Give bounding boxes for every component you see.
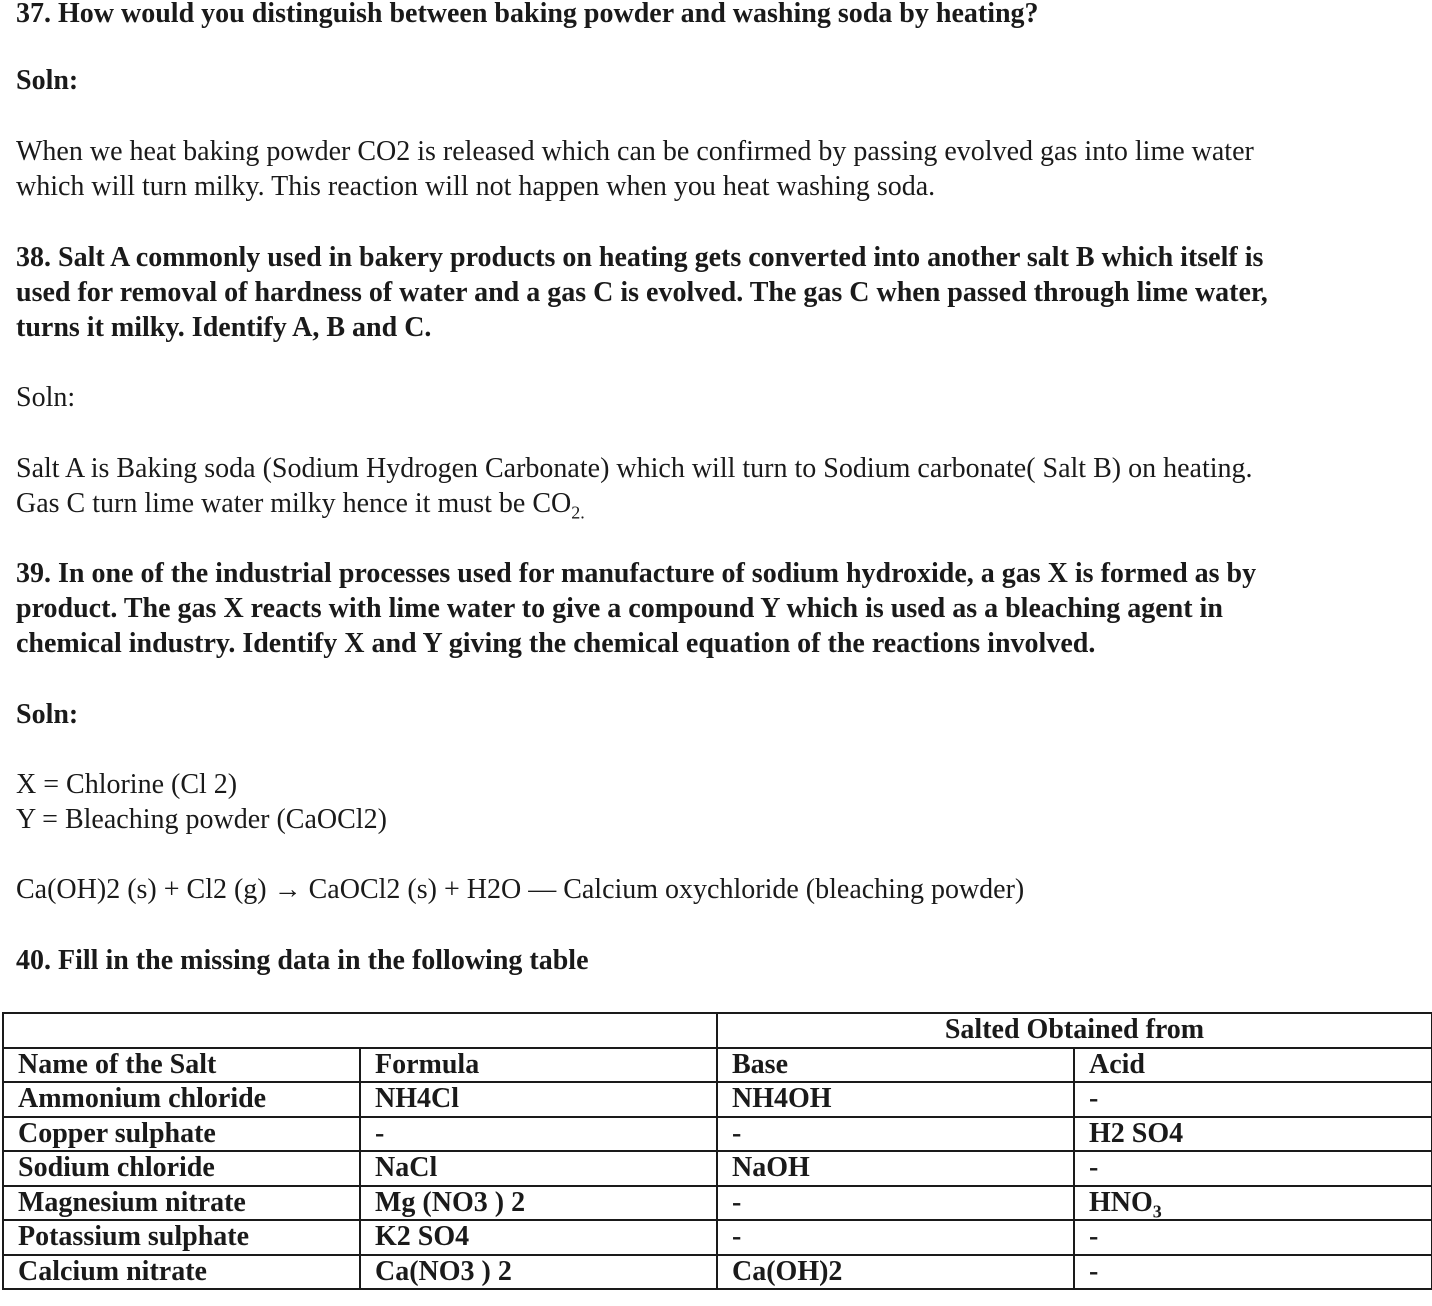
question-38-line-1: 38. Salt A commonly used in bakery products on heating gets converted into another salt B which itself is bbox=[16, 242, 1264, 273]
cell-formula: - bbox=[360, 1117, 717, 1152]
cell-formula: Ca(NO3 ) 2 bbox=[360, 1255, 717, 1290]
cell-name: Sodium chloride bbox=[3, 1151, 360, 1186]
cell-base: - bbox=[717, 1220, 1074, 1255]
cell-formula: K2 SO4 bbox=[360, 1220, 717, 1255]
question-39-line-3: chemical industry. Identify X and Y giving the chemical equation of the reactions involved. bbox=[16, 628, 1096, 659]
cell-formula: NaCl bbox=[360, 1151, 717, 1186]
question-38-line-3: turns it milky. Identify A, B and C. bbox=[16, 312, 432, 343]
question-39-line-1: 39. In one of the industrial processes used for manufacture of sodium hydroxide, a gas X is formed as by bbox=[16, 558, 1257, 589]
co2-subscript: 2. bbox=[571, 502, 585, 523]
cell-base: Ca(OH)2 bbox=[717, 1255, 1074, 1290]
cell-acid bbox=[1074, 1186, 1432, 1221]
cell-name: Ammonium chloride bbox=[3, 1082, 360, 1117]
soln-label-38: Soln: bbox=[16, 382, 76, 413]
answer-39-y: Y = Bleaching powder (CaOCl2) bbox=[16, 804, 387, 835]
cell-acid: - bbox=[1074, 1220, 1432, 1255]
cell-acid: - bbox=[1074, 1255, 1432, 1290]
header-name: Name of the Salt bbox=[3, 1048, 360, 1083]
soln-label-39: Soln: bbox=[16, 699, 79, 730]
cell-acid: H2 SO4 bbox=[1074, 1117, 1432, 1152]
table-row bbox=[3, 1117, 1432, 1152]
cell-acid: - bbox=[1074, 1151, 1432, 1186]
question-37: 37. How would you distinguish between baking powder and washing soda by heating? bbox=[16, 0, 1039, 29]
answer-38-line-2 bbox=[16, 486, 585, 521]
header-formula: Formula bbox=[360, 1048, 717, 1083]
table-row bbox=[3, 1255, 1432, 1290]
cell-base: - bbox=[717, 1117, 1074, 1152]
answer-39-x: X = Chlorine (Cl 2) bbox=[16, 769, 238, 800]
question-38-line-2: used for removal of hardness of water and a gas C is evolved. The gas C when passed through lime water, bbox=[16, 277, 1268, 308]
hno3-subscript: 3 bbox=[1152, 1201, 1162, 1222]
table-row bbox=[3, 1151, 1432, 1186]
cell-acid-text: HNO bbox=[1089, 1186, 1153, 1218]
cell-base: - bbox=[717, 1186, 1074, 1221]
cell-name: Copper sulphate bbox=[3, 1117, 360, 1152]
cell-name: Calcium nitrate bbox=[3, 1255, 360, 1290]
table-group-header-row bbox=[3, 1013, 1432, 1048]
table-row bbox=[3, 1186, 1432, 1221]
header-acid: Acid bbox=[1074, 1048, 1432, 1083]
cell-name: Potassium sulphate bbox=[3, 1220, 360, 1255]
table-row bbox=[3, 1220, 1432, 1255]
table-row bbox=[3, 1082, 1432, 1117]
question-39-line-2: product. The gas X reacts with lime water to give a compound Y which is used as a bleaching agent in bbox=[16, 593, 1223, 624]
cell-name: Magnesium nitrate bbox=[3, 1186, 360, 1221]
cell-base: NaOH bbox=[717, 1151, 1074, 1186]
header-base: Base bbox=[717, 1048, 1074, 1083]
soln-label-37: Soln: bbox=[16, 65, 79, 96]
table-blank-cell bbox=[3, 1013, 717, 1048]
answer-38-line-1: Salt A is Baking soda (Sodium Hydrogen Carbonate) which will turn to Sodium carbonate( Salt B) on heating. bbox=[16, 453, 1253, 484]
answer-37-line-1: When we heat baking powder CO2 is released which can be confirmed by passing evolved gas into lime water bbox=[16, 136, 1254, 167]
cell-acid: - bbox=[1074, 1082, 1432, 1117]
answer-37-line-2: which will turn milky. This reaction will not happen when you heat washing soda. bbox=[16, 171, 936, 202]
salts-table bbox=[2, 1012, 1432, 1290]
table-header-row bbox=[3, 1048, 1432, 1083]
cell-formula: NH4Cl bbox=[360, 1082, 717, 1117]
cell-formula: Mg (NO3 ) 2 bbox=[360, 1186, 717, 1221]
answer-39-equation: Ca(OH)2 (s) + Cl2 (g) → CaOCl2 (s) + H2O — Calcium oxychloride (bleaching powder) bbox=[16, 874, 1025, 905]
table-group-header: Salted Obtained from bbox=[717, 1013, 1432, 1048]
answer-38-line-2-text: Gas C turn lime water milky hence it must be CO bbox=[16, 488, 572, 519]
question-40: 40. Fill in the missing data in the following table bbox=[16, 945, 589, 976]
cell-base: NH4OH bbox=[717, 1082, 1074, 1117]
